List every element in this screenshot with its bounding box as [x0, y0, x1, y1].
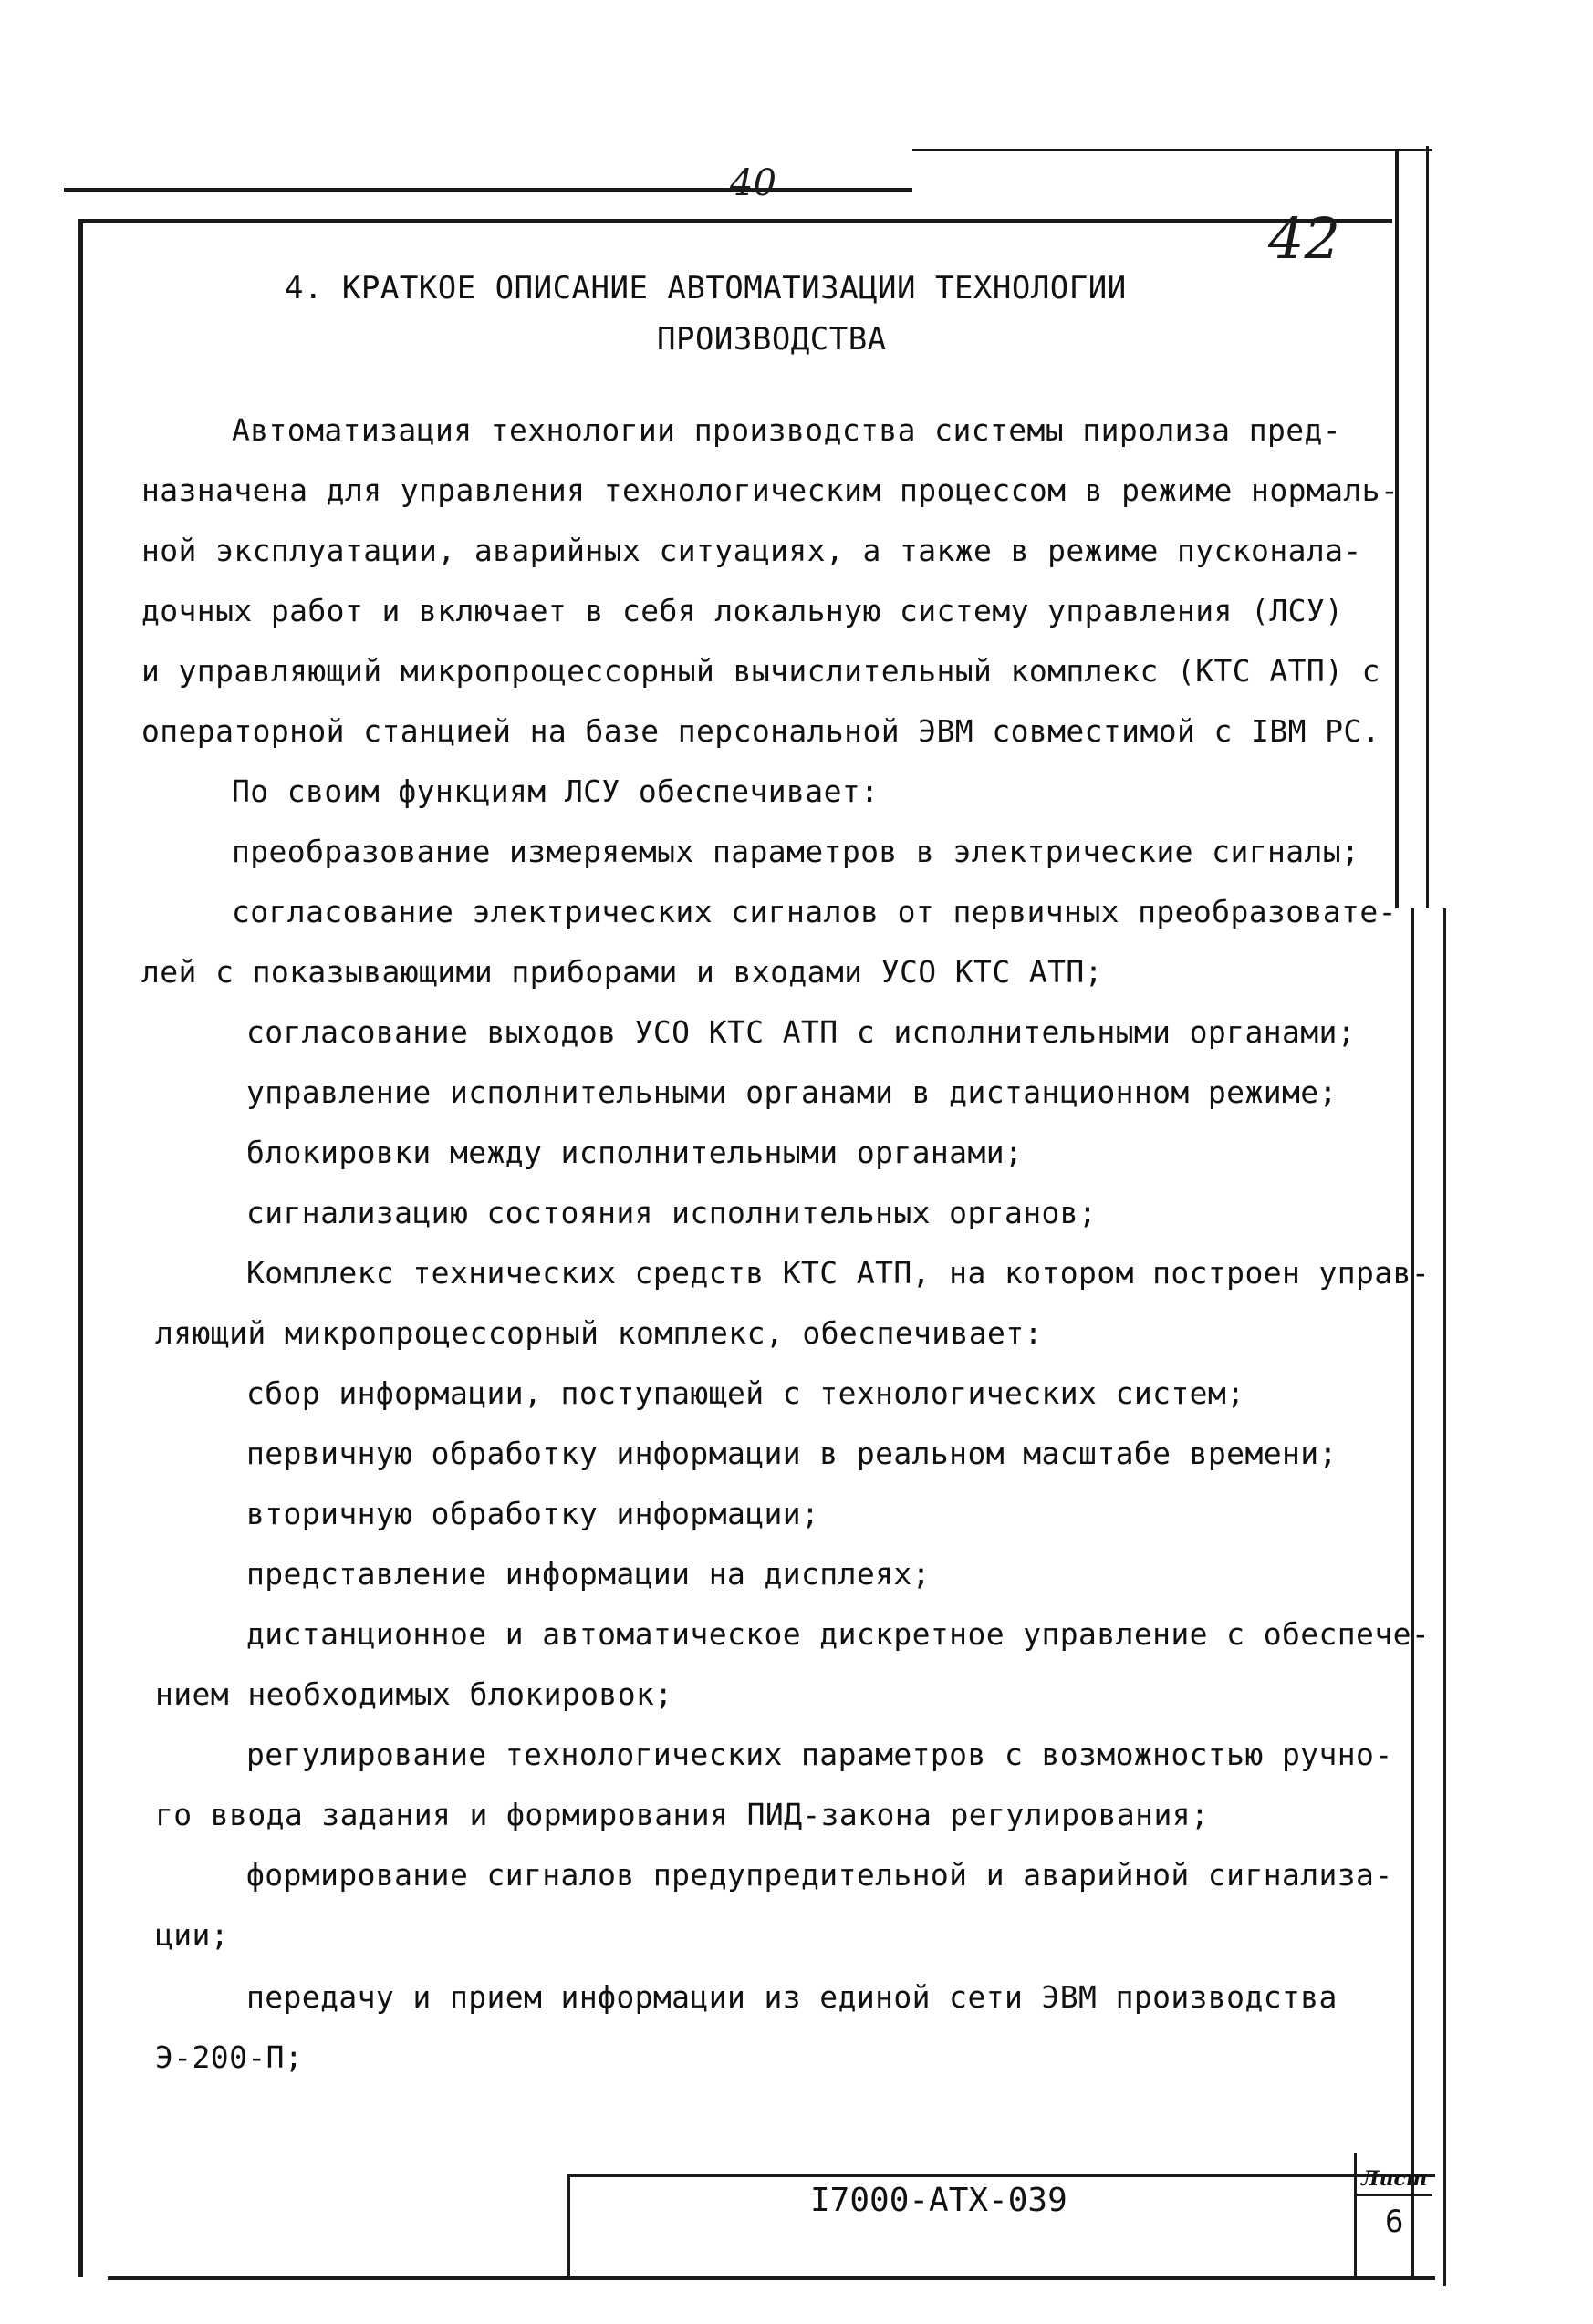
- body-line: первичную обработку информации в реальном масштабе времени;: [246, 1436, 1338, 1471]
- sheet-number: 6: [1385, 2204, 1404, 2240]
- sheet-label: Лист: [1361, 2167, 1428, 2191]
- body-line: сигнализацию состояния исполнительных органов;: [246, 1195, 1098, 1230]
- body-line: По своим функциям ЛСУ обеспечивает:: [232, 773, 880, 809]
- top-page-number: 40: [730, 162, 776, 204]
- body-line: управление исполнительными органами в дистанционном режиме;: [246, 1074, 1338, 1110]
- section-heading-line2: ПРОИЗВОДСТВА: [657, 321, 887, 358]
- body-line: дочных работ и включает в себя локальную систему управления (ЛСУ): [141, 593, 1344, 628]
- title-block-sheet-hline: [1354, 2194, 1432, 2196]
- outer-right-upper: [1426, 146, 1429, 908]
- body-line: ной эксплуатации, аварийных ситуациях, а также в режиме пусконала-: [141, 533, 1362, 568]
- body-line: представление информации на дисплеях;: [246, 1556, 931, 1592]
- body-line: согласование электрических сигналов от первичных преобразовате-: [232, 894, 1397, 929]
- body-line: дистанционное и автоматическое дискретное управление с обеспече-: [246, 1616, 1431, 1652]
- body-line: передачу и прием информации из единой сети ЭВМ производства: [246, 1979, 1338, 2015]
- body-line: операторной станцией на базе персональной ЭВМ совместимой с IBM PC.: [141, 713, 1380, 749]
- body-line: лей с показывающими приборами и входами УСО КТС АТП;: [141, 954, 1103, 990]
- body-line: блокировки между исполнительными органами;: [246, 1135, 1024, 1170]
- body-line: ции;: [155, 1917, 230, 1953]
- frame-top: [78, 219, 1392, 223]
- frame-left: [78, 219, 83, 2277]
- body-line: го ввода задания и формирования ПИД-закона регулирования;: [155, 1797, 1210, 1832]
- frame-right-upper: [1395, 151, 1399, 908]
- body-line: назначена для управления технологическим процессом в режиме нормаль-: [141, 472, 1400, 508]
- body-line: сбор информации, поступающей с технологических систем;: [246, 1375, 1245, 1411]
- body-line: вторичную обработку информации;: [246, 1496, 820, 1531]
- body-line: Автоматизация технологии производства системы пиролиза пред-: [232, 412, 1342, 448]
- document-code: I7000-АТХ-039: [810, 2182, 1067, 2219]
- body-line: нием необходимых блокировок;: [155, 1676, 673, 1712]
- outer-right-lower: [1443, 908, 1446, 2286]
- body-line: согласование выходов УСО КТС АТП с исполнительными органами;: [246, 1014, 1357, 1050]
- top-rule-left: [64, 188, 912, 192]
- body-line: и управляющий микропроцессорный вычислительный комплекс (КТС АТП) с: [141, 653, 1380, 689]
- title-block-sheet-divider: [1354, 2153, 1357, 2276]
- body-line: ляющий микропроцессорный комплекс, обеспечивает:: [155, 1315, 1043, 1351]
- body-line: Комплекс технических средств КТС АТП, на котором построен управ-: [246, 1255, 1431, 1291]
- frame-right-lower: [1411, 908, 1414, 2277]
- section-heading-line1: 4. КРАТКОЕ ОПИСАНИЕ АВТОМАТИЗАЦИИ ТЕХНОЛОГИИ: [285, 270, 1127, 306]
- body-line: формирование сигналов предупредительной и аварийной сигнализа-: [246, 1857, 1393, 1893]
- top-rule-right: [912, 149, 1432, 151]
- body-line: Э-200-П;: [155, 2039, 304, 2075]
- body-line: преобразование измеряемых параметров в электрические сигналы;: [232, 834, 1360, 869]
- corner-page-number: 42: [1268, 205, 1340, 272]
- body-line: регулирование технологических параметров с возможностью ручно-: [246, 1737, 1393, 1772]
